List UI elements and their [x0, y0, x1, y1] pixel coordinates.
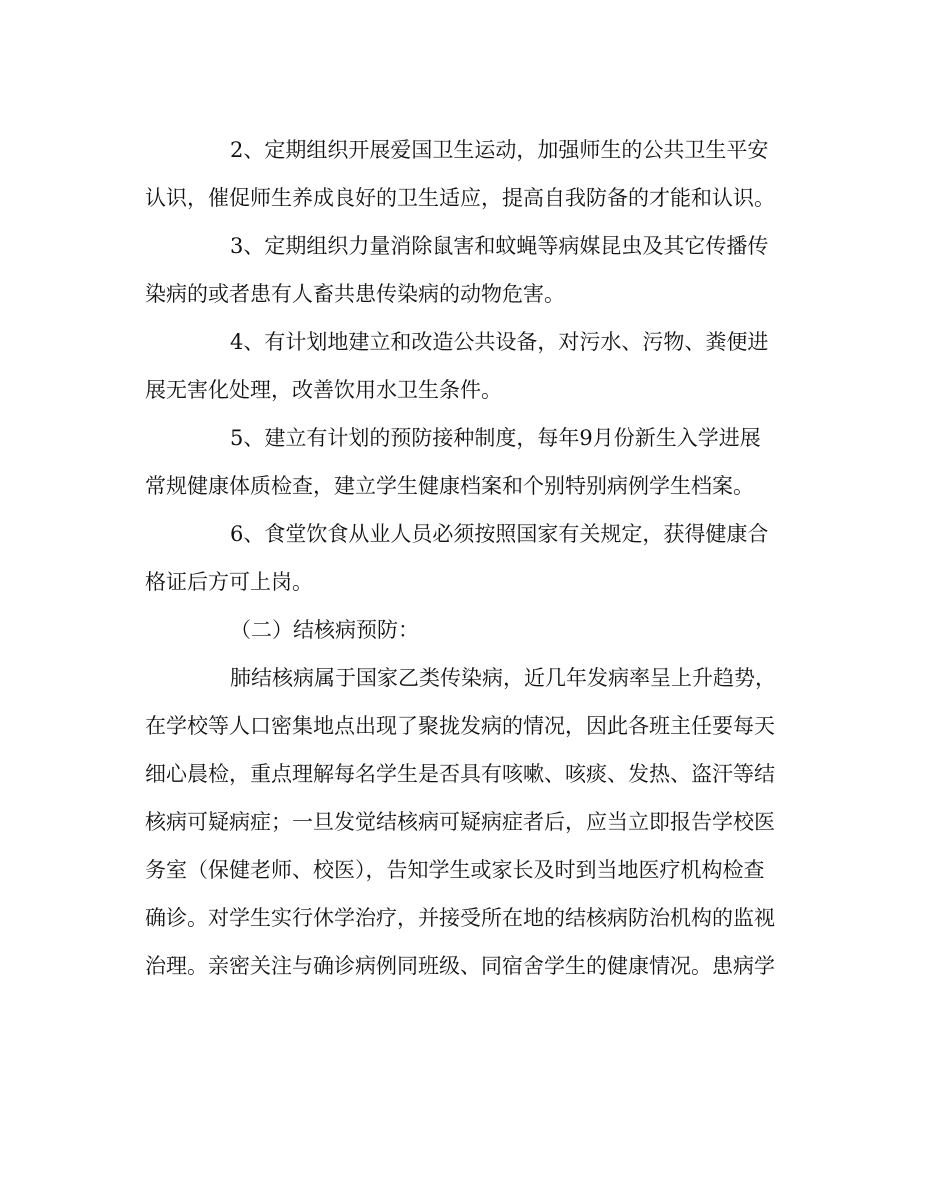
text-line-content: 务室（保健老师、校医），告知学生或家长及时到当地医疗机构检查 [145, 858, 765, 882]
text-line-content: 3、定期组织力量消除鼠害和蚊蝇等病媒昆虫及其它传播传 [230, 234, 769, 258]
text-line [0, 469, 950, 503]
text-line-content: 格证后方可上岗。 [145, 570, 313, 594]
text-line-content: 确诊。对学生实行休学治疗，并接受所在地的结核病防治机构的监视 [145, 906, 775, 930]
text-line [0, 277, 950, 311]
text-line-content: 治理。亲密关注与确诊病例同班级、同宿舍学生的健康情况。患病学 [145, 954, 775, 978]
text-line-content: 细心晨检，重点理解每名学生是否具有咳嗽、咳痰、发热、盗汗等结 [145, 762, 775, 786]
section-heading-text: （二）结核病预防： [230, 618, 419, 642]
text-line [0, 853, 950, 887]
text-line [0, 517, 950, 551]
text-line [0, 901, 950, 935]
text-line-content: 2、定期组织开展爱国卫生运动，加强师生的公共卫生平安 [230, 138, 769, 162]
text-line [0, 709, 950, 743]
text-line-content: 6、食堂饮食从业人员必须按照国家有关规定，获得健康合 [230, 522, 769, 546]
text-line-content: 在学校等人口密集地点出现了聚拢发病的情况，因此各班主任要每天 [145, 714, 775, 738]
text-line-content: 核病可疑病症；一旦发觉结核病可疑病症者后，应当立即报告学校医 [145, 810, 775, 834]
text-line [0, 325, 950, 359]
text-line-content: 染病的或者患有人畜共患传染病的动物危害。 [145, 282, 565, 306]
text-line [0, 565, 950, 599]
text-line-content: 肺结核病属于国家乙类传染病，近几年发病率呈上升趋势， [230, 666, 776, 690]
text-line [0, 133, 950, 167]
section-heading [0, 613, 950, 647]
text-line-content: 4、有计划地建立和改造公共设备，对污水、污物、粪便进 [230, 330, 769, 354]
text-line [0, 805, 950, 839]
text-line-content: 认识，催促师生养成良好的卫生适应，提高自我防备的才能和认识。 [145, 186, 775, 210]
text-line-content: 常规健康体质检查，建立学生健康档案和个别特别病例学生档案。 [145, 474, 754, 498]
text-line [0, 949, 950, 983]
text-line [0, 661, 950, 695]
text-line [0, 421, 950, 455]
text-line-content: 展无害化处理，改善饮用水卫生条件。 [145, 378, 502, 402]
text-line [0, 229, 950, 263]
text-line [0, 757, 950, 791]
text-line-content: 5、建立有计划的预防接种制度，每年9月份新生入学进展 [230, 426, 761, 450]
text-line [0, 373, 950, 407]
text-line [0, 181, 950, 215]
